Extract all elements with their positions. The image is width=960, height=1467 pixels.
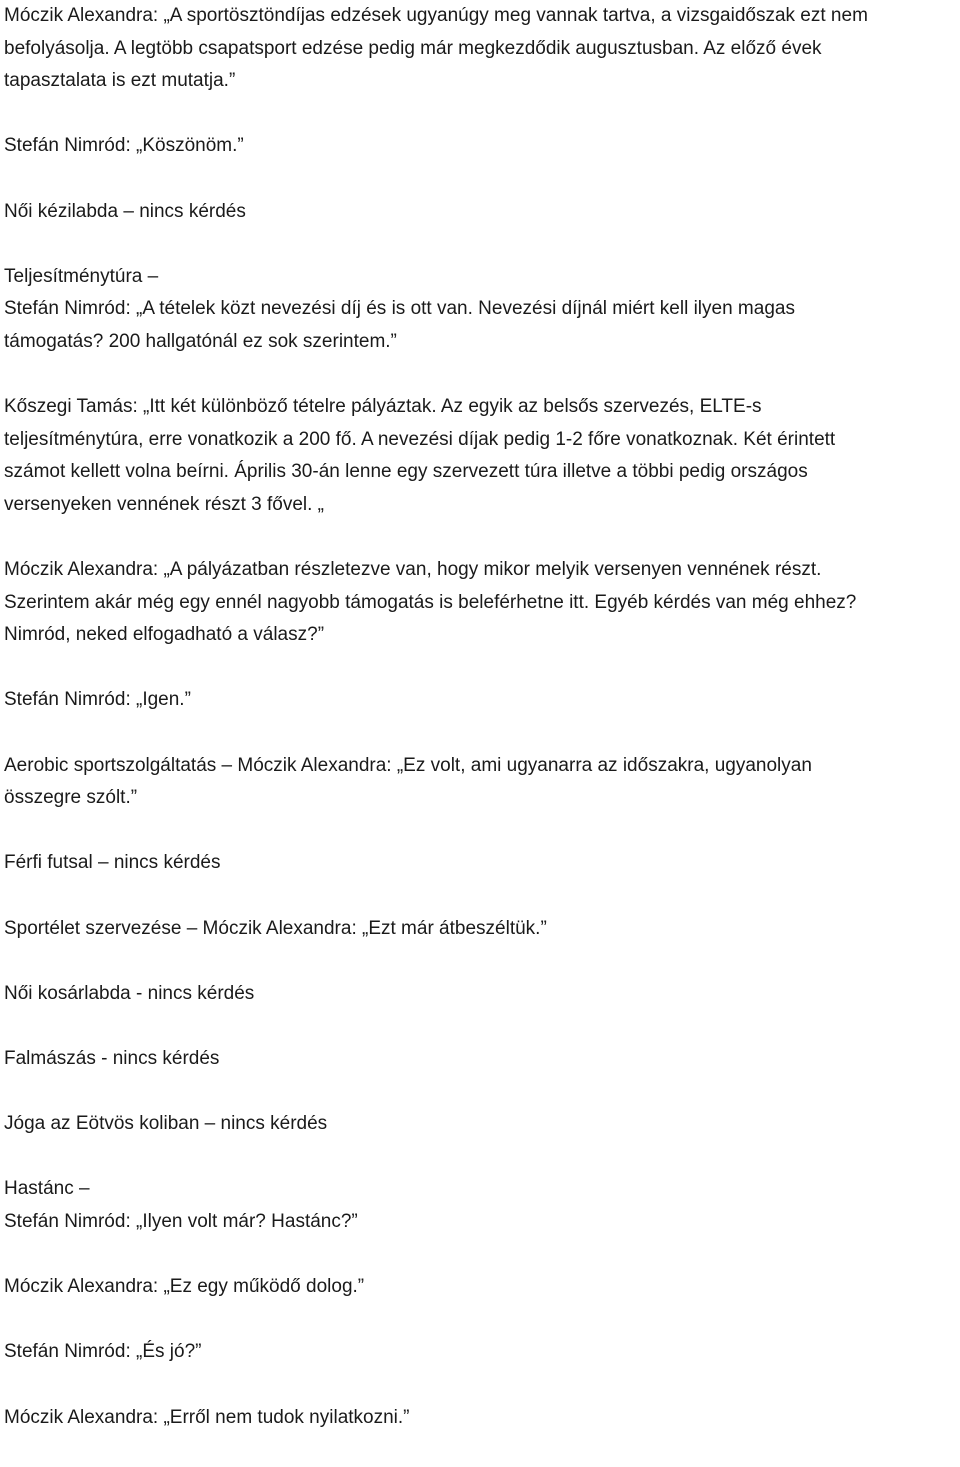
paragraph-koszegi-tamas	[4, 391, 956, 521]
text-line: Jóga az Eötvös koliban – nincs kérdés	[4, 1113, 328, 1135]
document-page	[4, 0, 956, 1467]
text-line: Kőszegi Tamás: „Itt két különböző tételre pályáztak. Az egyik az belsős szervezés, ELTE-s	[4, 396, 762, 418]
paragraph-stefan-nevezesi-dij	[4, 293, 956, 358]
text-line: befolyásolja. A legtöbb csapatsport edzése pedig már megkezdődik augusztusban. Az előző évek	[4, 37, 822, 59]
text-line: Hastánc –	[4, 1178, 90, 1200]
paragraph-stefan-es-jo	[4, 1336, 956, 1369]
text-line: Stefán Nimród: „Ilyen volt már? Hastánc?”	[4, 1210, 358, 1232]
text-line: Móczik Alexandra: „A pályázatban részletezve van, hogy mikor melyik versenyen vennének részt.	[4, 559, 822, 581]
text-line: Móczik Alexandra: „Ez egy működő dolog.”	[4, 1276, 365, 1298]
text-line: Szerintem akár még egy ennél nagyobb támogatás is beleférhetne itt. Egyéb kérdés van még ehhez?	[4, 591, 857, 613]
paragraph-moczik-sportosztondij	[4, 0, 956, 98]
text-line: számot kellett volna beírni. Április 30-án lenne egy szervezett túra illetve a többi pedig országos	[4, 461, 808, 483]
text-line: Stefán Nimród: „És jó?”	[4, 1341, 202, 1363]
text-line: Stefán Nimród: „Köszönöm.”	[4, 135, 244, 157]
text-line: Stefán Nimród: „A tételek közt nevezési díj és is ott van. Nevezési díjnál miért kell ilyen magas	[4, 298, 795, 320]
text-line: Falmászás - nincs kérdés	[4, 1048, 220, 1069]
text-line: Nimród, neked elfogadható a válasz?”	[4, 624, 325, 646]
paragraph-aerobic	[4, 750, 956, 815]
paragraph-ferfi-futsal	[4, 847, 956, 880]
text-line: tapasztalata is ezt mutatja.”	[4, 70, 236, 92]
text-line: Aerobic sportszolgáltatás – Móczik Alexandra: „Ez volt, ami ugyanarra az időszakra, ugyanolyan	[4, 754, 812, 776]
paragraph-stefan-koszonom	[4, 130, 956, 163]
text-line: Női kézilabda – nincs kérdés	[4, 200, 246, 222]
paragraph-joga	[4, 1108, 956, 1141]
paragraph-stefan-igen	[4, 684, 956, 717]
text-line: támogatás? 200 hallgatónál ez sok szerintem.”	[4, 330, 397, 352]
paragraph-moczik-nyilatkozni	[4, 1402, 956, 1435]
text-line: Móczik Alexandra: „Erről nem tudok nyilatkozni.”	[4, 1406, 410, 1428]
text-line: versenyeken vennének részt 3 fővel. „	[4, 493, 325, 515]
paragraph-sportelet	[4, 913, 956, 946]
text-line: Női kosárlabda - nincs kérdés	[4, 982, 255, 1004]
paragraph-noi-kosarlabda	[4, 978, 956, 1011]
paragraph-moczik-mukodo	[4, 1271, 956, 1304]
paragraph-hastanc-heading	[4, 1173, 956, 1206]
paragraph-moczik-palyazat	[4, 554, 956, 652]
text-line: teljesítménytúra, erre vonatkozik a 200 fő. A nevezési díjak pedig 1-2 főre vonatkoznak. Két érintett	[4, 428, 836, 450]
text-line: összegre szólt.”	[4, 787, 138, 809]
paragraph-stefan-hastanc	[4, 1206, 956, 1239]
text-line: Móczik Alexandra: „A sportösztöndíjas edzések ugyanúgy meg vannak tartva, a vizsgaidőszak ezt nem	[4, 5, 868, 26]
paragraph-falmaszas	[4, 1043, 956, 1076]
text-line: Férfi futsal – nincs kérdés	[4, 852, 221, 874]
text-line: Teljesítménytúra –	[4, 265, 159, 287]
paragraph-teljesitmenytura-heading	[4, 261, 956, 294]
text-line: Sportélet szervezése – Móczik Alexandra: „Ezt már átbeszéltük.”	[4, 917, 547, 939]
text-line: Stefán Nimród: „Igen.”	[4, 689, 191, 711]
paragraph-noi-kezilabda	[4, 196, 956, 229]
